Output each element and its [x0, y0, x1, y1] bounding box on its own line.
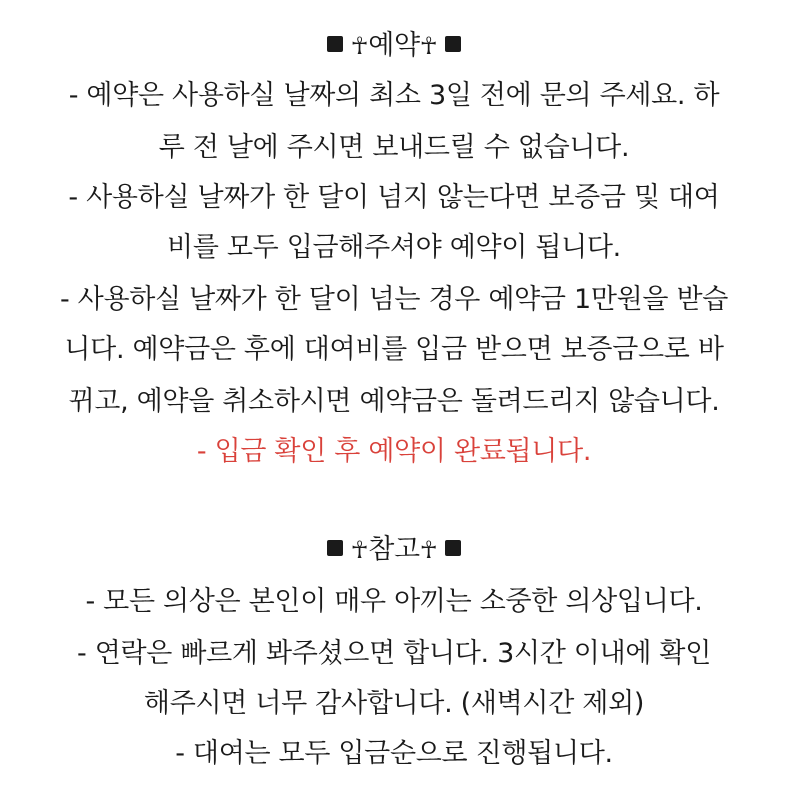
section-title: 참고 — [368, 534, 420, 565]
text-line: - 모든 의상은 본인이 매우 아끼는 소중한 의상입니다. — [85, 586, 703, 617]
black-square-icon — [327, 540, 343, 556]
text-line: - 대여는 모두 입금순으로 진행됩니다. — [175, 738, 613, 769]
black-square-icon — [445, 540, 461, 556]
ankh-icon: ☥ — [350, 32, 369, 60]
text-line: 루 전 날에 주시면 보내드릴 수 없습니다. — [158, 132, 630, 163]
highlight-line: - 입금 확인 후 예약이 완료됩니다. — [196, 436, 592, 467]
section-title: 예약 — [368, 30, 420, 61]
ankh-icon: ☥ — [419, 536, 438, 564]
text-line: 해주시면 너무 감사합니다. (새벽시간 제외) — [143, 688, 645, 719]
ankh-icon: ☥ — [419, 32, 438, 60]
text-line: - 사용하실 날짜가 한 달이 넘는 경우 예약금 1만원을 받습 — [59, 284, 729, 315]
text-line: - 예약은 사용하실 날짜의 최소 3일 전에 문의 주세요. 하 — [68, 80, 720, 111]
ankh-icon: ☥ — [350, 536, 369, 564]
text-line: 니다. 예약금은 후에 대여비를 입금 받으면 보증금으로 바 — [64, 334, 724, 365]
text-line: 비를 모두 입금해주셔야 예약이 됩니다. — [167, 232, 621, 263]
text-line: - 연락은 빠르게 봐주셨으면 합니다. 3시간 이내에 확인 — [76, 638, 711, 669]
text-line: 뀌고, 예약을 취소하시면 예약금은 돌려드리지 않습니다. — [68, 386, 720, 417]
text-line: - 사용하실 날짜가 한 달이 넘지 않는다면 보증금 및 대여 — [68, 182, 720, 213]
section-heading-reservation — [0, 26, 788, 66]
black-square-icon — [327, 36, 343, 52]
black-square-icon — [445, 36, 461, 52]
section-heading-notes — [0, 530, 788, 570]
